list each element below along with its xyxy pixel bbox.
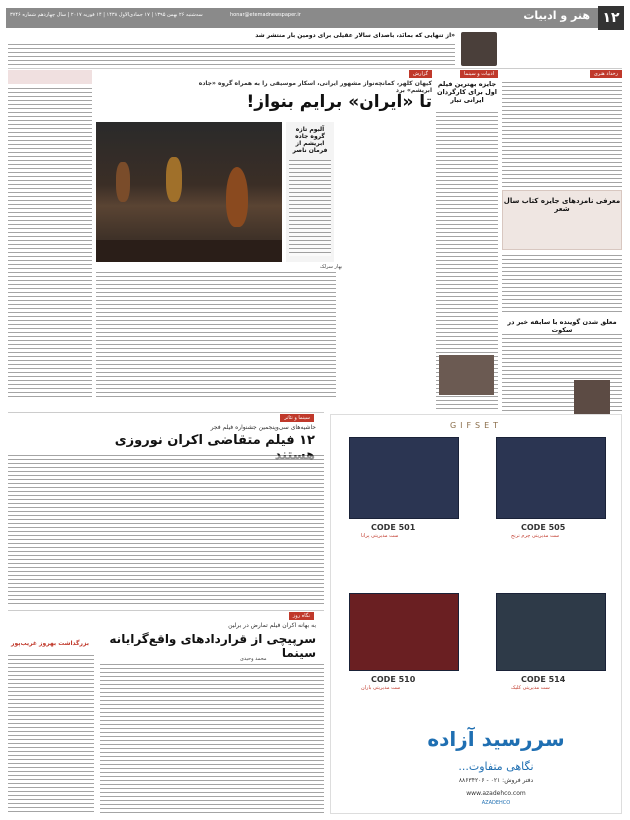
left-col-body <box>8 88 92 400</box>
main-sidebar-body <box>289 160 331 256</box>
protest-headline: سرپیچی از قراردادهای واقع‌گرایانه سینما <box>109 632 316 660</box>
dateline: سه‌شنبه ۲۶ بهمن ۱۳۹۵ | ۱۷ جمادی‌الاول ۱۴۳۸ | ۱۴ فوریه ۲۰۱۷ | سال چهاردهم شماره ۳۷۴۶ <box>10 12 203 18</box>
ad-slogan: نگاهی متفاوت... <box>458 760 534 773</box>
cello-figure <box>226 167 248 227</box>
divider <box>8 412 324 413</box>
page-number: ۱۲ <box>598 6 624 30</box>
left-col-lower-body <box>8 655 94 815</box>
main-kicker: کیهان کلهر، کمانچه‌نواز مشهور ایرانی، اسکار موسیقی را به همراه گروه «جاده ابریشم» برد <box>198 80 432 94</box>
cinema-kicker: حاشیه‌های سی‌وپنجمین جشنواره فیلم فجر <box>210 424 316 431</box>
right-col-news <box>502 82 622 187</box>
section-title: هنر و ادبیات <box>523 9 590 22</box>
ad-caption-505: ست مدیریتی چرم ترنج <box>511 533 560 539</box>
author-photo <box>461 32 497 66</box>
ad-code-510: CODE 510 <box>371 675 416 684</box>
ad-code-505: CODE 505 <box>521 523 566 532</box>
concert-photo <box>96 122 282 262</box>
main-sidebar-headline: آلبوم تازه گروه جاده ابریشم از فرمان ناصر <box>292 126 328 154</box>
left-headline: بزرگداشت بهروز غریب‌پور <box>11 640 89 647</box>
giftbox-501 <box>349 437 459 519</box>
lead-headline: «از تنهایی که بمانَد، باصدای سالار عقیلی برای دومین بار منتشر شد <box>255 32 455 39</box>
book-body <box>502 255 622 315</box>
protest-tag: نگاه روز <box>289 612 314 620</box>
ad-caption-510: ست مدیریتی باران <box>361 685 401 691</box>
musician-figure <box>166 157 182 202</box>
email-link[interactable]: honar@etemadnewspaper.ir <box>230 12 301 18</box>
protest-byline: محمد وحیدی <box>240 656 267 662</box>
left-header <box>8 70 92 84</box>
poet-headline: معلق شدن گوینده با سابقه خبر در سکوت <box>507 318 617 334</box>
giftbox-514 <box>496 593 606 671</box>
book-headline: معرفی نامزدهای جایزه کتاب سال شعر <box>503 197 621 213</box>
main-tag: گزارش <box>409 70 432 78</box>
main-sidebar-box <box>286 122 334 262</box>
ad-phone: دفتر فروش: ۰۲۱ - ۸۸۶۳۴۲۰۶ <box>458 777 534 784</box>
main-body <box>96 272 336 400</box>
ad-website[interactable]: www.azadehco.com <box>466 790 526 797</box>
giftbox-505 <box>496 437 606 519</box>
cinema-headline: ۱۲ فیلم متقاضی اکران نوروزی <box>114 433 315 448</box>
ad-logo: AZADEHCO <box>481 800 511 806</box>
cinema-body <box>8 455 324 605</box>
ad-title: GIFSET <box>449 421 503 430</box>
protest-body <box>100 664 324 814</box>
advertisement[interactable] <box>330 414 622 814</box>
main-headline: تا «ایران» برایم بنواز! <box>246 92 432 112</box>
film-tag: ادبیات و سینما <box>460 70 498 78</box>
giftbox-510 <box>349 593 459 671</box>
ad-code-501: CODE 501 <box>371 523 416 532</box>
main-byline: بهار سرلک <box>320 264 343 270</box>
divider <box>8 610 324 611</box>
ad-brand: سررسید آزاده <box>427 727 565 751</box>
book-box <box>502 190 622 250</box>
ad-caption-514: ست مدیریتی کلیک <box>511 685 550 691</box>
cinema-tag: سینما و تئاتر <box>280 414 314 422</box>
ad-code-514: CODE 514 <box>521 675 566 684</box>
musician-figure <box>116 162 130 202</box>
lead-body <box>8 44 455 66</box>
film-photo <box>439 355 494 395</box>
divider <box>8 68 622 69</box>
film-headline: جایزه بهترین فیلم اول برای کارگردان ایرانی تبار <box>436 80 497 104</box>
stage-floor <box>96 240 282 262</box>
ad-caption-501: ست مدیریتی پرانا <box>361 533 399 539</box>
protest-kicker: به بهانه اکران فیلم تمارض در برلین <box>228 622 316 629</box>
section-tag: رخداد هنری <box>590 70 622 78</box>
